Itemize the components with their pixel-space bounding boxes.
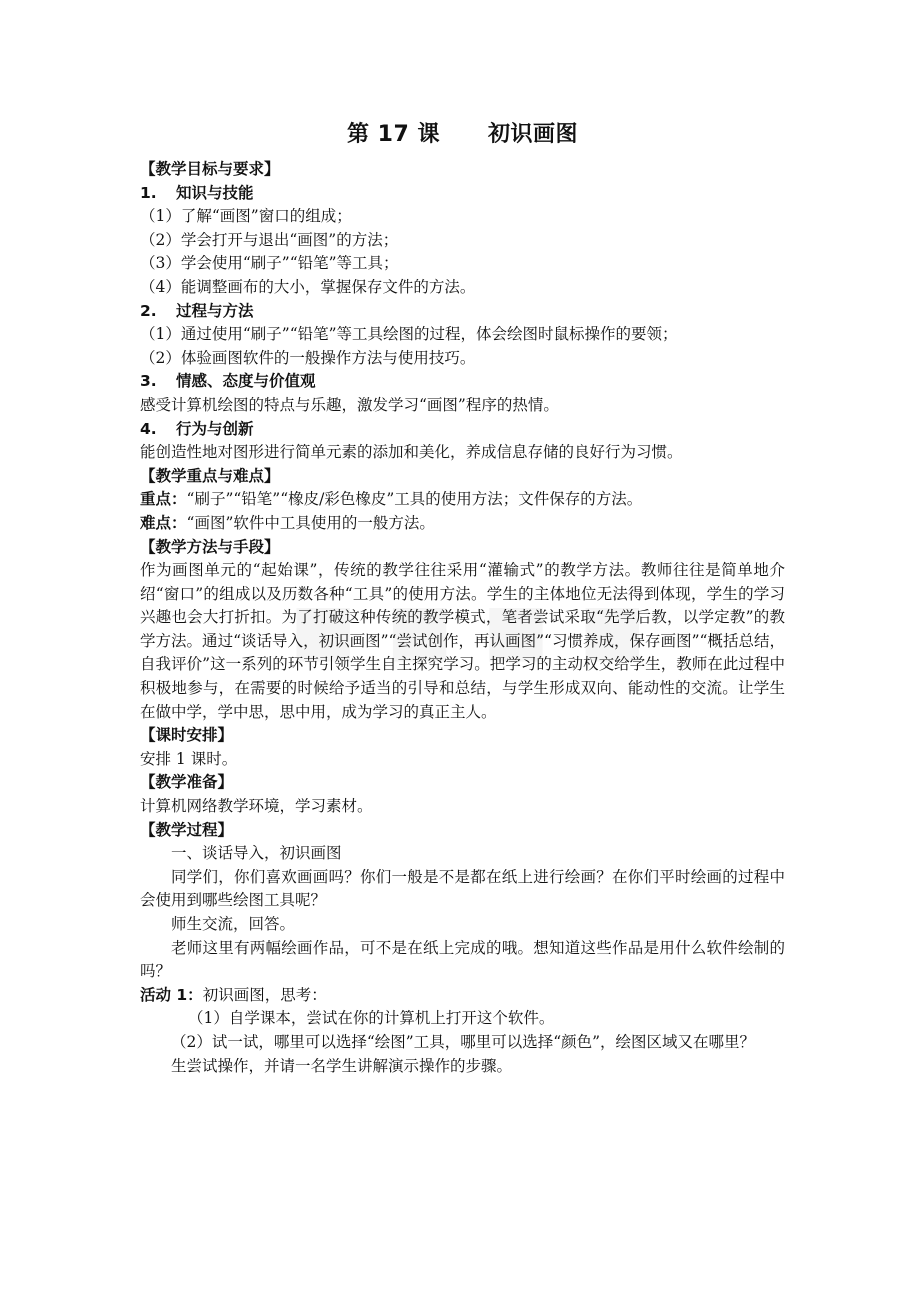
focus-line [140, 488, 785, 512]
section-methods-heading: 【教学方法与手段】 [140, 537, 280, 556]
methods-paragraph: 作为画图单元的“起始课”，传统的教学往往采用“灌输式”的教学方法。教师往往是简单地介绍“窗口”的组成以及历数各种“工具”的使用方法。学生的主体地位无法得到体现，学生的学习兴趣也会大打折扣。为了打破这种传统的教学模式，笔者尝试采取“先学后教，以学定教”的教学方法。通过“谈话导入，初识画图”“尝试创作，再认画图”“习惯养成，保存画图”“概括总结，自我评价”这一系列的环节引领学生自主探究学习。把学习的主动权交给学生，教师在此过程中积极地参与，在需要的时候给予适当的引导和总结，与学生形成双向、能动性的交流。让学生在做中学，学中思，思中用，成为学习的真正主人。 [140, 561, 785, 721]
goal-3-text: 感受计算机绘图的特点与乐趣，激发学习“画图”程序的热情。 [140, 395, 559, 414]
process-paragraph: 同学们，你们喜欢画画吗？你们一般是不是都在纸上进行绘画？在你们平时绘画的过程中会使用到哪些绘图工具呢？ [140, 867, 785, 910]
difficulty-label: 难点： [140, 513, 187, 532]
focus-label: 重点： [140, 490, 187, 509]
difficulty-line [140, 512, 785, 536]
goal-1-heading: 1. 知识与技能 [140, 183, 254, 202]
prep-text: 计算机网络教学环境，学习素材。 [140, 797, 373, 816]
goal-2-item: （1）通过使用“刷子”“铅笔”等工具绘图的过程，体会绘图时鼠标操作的要领； [140, 325, 678, 344]
document-page [140, 118, 785, 1078]
goal-1-item: （2）学会打开与退出“画图”的方法； [140, 230, 399, 249]
activity-item: （1）自学课本，尝试在你的计算机上打开这个软件。 [188, 1009, 555, 1028]
lesson-number: 第 17 课 [347, 122, 440, 147]
process-step-1: 一、谈话导入，初识画图 [171, 844, 342, 863]
activity-label: 活动 1： [140, 985, 203, 1004]
lesson-name: 初识画图 [487, 122, 578, 147]
goal-2-heading: 2. 过程与方法 [140, 301, 254, 320]
goal-1-item: （3）学会使用“刷子”“铅笔”等工具； [140, 254, 399, 273]
section-prep-heading: 【教学准备】 [140, 773, 234, 792]
goal-1-item: （1）了解“画图”窗口的组成； [140, 207, 352, 226]
goal-4-text: 能创造性地对图形进行简单元素的添加和美化，养成信息存储的良好行为习惯。 [140, 443, 683, 462]
page-title [140, 118, 785, 152]
difficulty-text: “画图”软件中工具使用的一般方法。 [186, 513, 435, 532]
section-schedule-heading: 【课时安排】 [140, 726, 234, 745]
process-paragraph: 师生交流，回答。 [171, 915, 296, 933]
section-process-heading: 【教学过程】 [140, 820, 234, 839]
focus-text: “刷子”“铅笔”“橡皮/彩色橡皮”工具的使用方法；文件保存的方法。 [186, 490, 643, 509]
goal-3-heading: 3. 情感、态度与价值观 [140, 372, 316, 391]
activity-text: 初识画图，思考： [202, 985, 327, 1004]
section-goals-heading: 【教学目标与要求】 [140, 160, 280, 178]
goal-4-heading: 4. 行为与创新 [140, 419, 254, 438]
activity-line [140, 984, 785, 1008]
schedule-text: 安排 1 课时。 [140, 749, 238, 768]
goal-2-item: （2）体验画图软件的一般操作方法与使用技巧。 [140, 348, 476, 367]
section-key-points-heading: 【教学重点与难点】 [140, 466, 280, 485]
activity-item: （2）试一试，哪里可以选择“绘图”工具，哪里可以选择“颜色”，绘图区域又在哪里？ [171, 1032, 756, 1051]
process-paragraph: 老师这里有两幅绘画作品，可不是在纸上完成的哦。想知道这些作品是用什么软件绘制的吗？ [140, 938, 785, 981]
goal-1-item: （4）能调整画布的大小，掌握保存文件的方法。 [140, 277, 476, 296]
process-paragraph: 生尝试操作，并请一名学生讲解演示操作的步骤。 [171, 1056, 513, 1075]
